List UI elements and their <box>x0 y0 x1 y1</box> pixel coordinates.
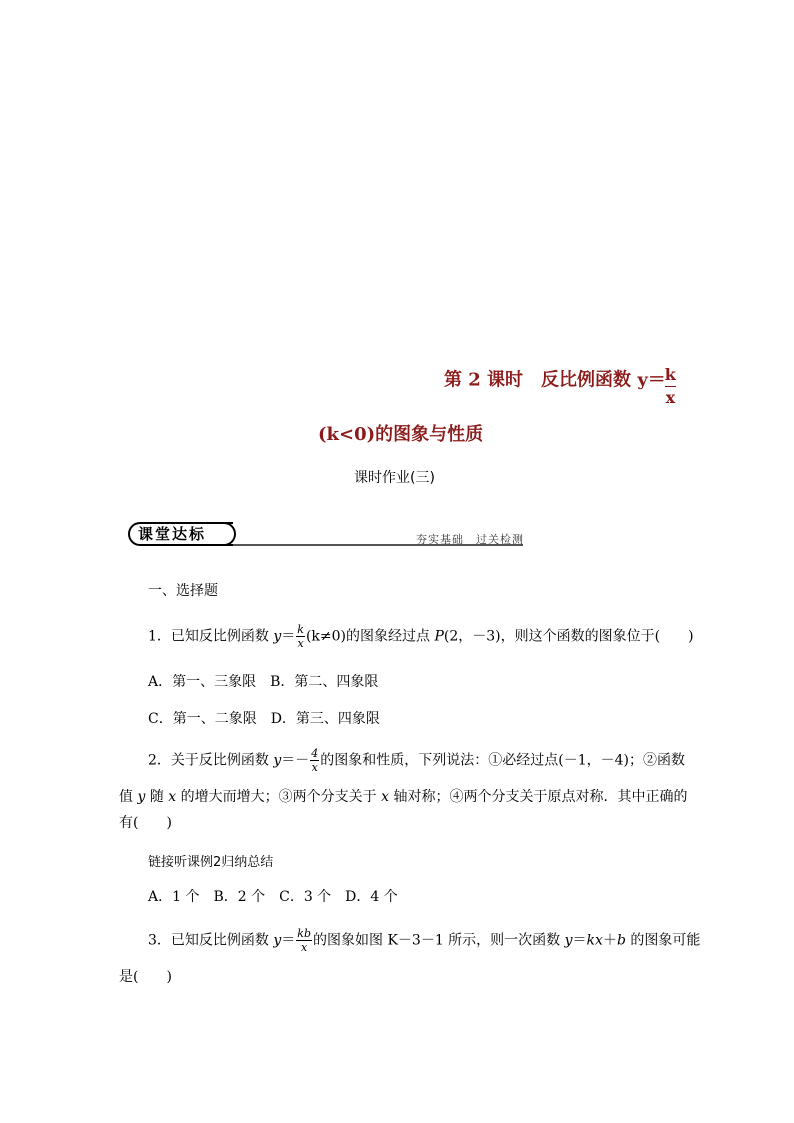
q2-frac-den: x <box>311 761 318 774</box>
q3-fraction <box>296 928 312 953</box>
title-fraction-numerator: k <box>664 365 676 384</box>
q3-var-y: y <box>273 932 282 949</box>
question-1 <box>148 624 694 649</box>
q2-line2-d: 轴对称；④两个分支关于原点对称．其中正确的 <box>389 789 688 805</box>
section-right-caption: 夯实基础 过关检测 <box>416 533 524 546</box>
homework-subtitle: 课时作业(三) <box>354 470 435 486</box>
section-label: 课堂达标 <box>128 522 233 546</box>
q1-equals: ＝ <box>281 628 296 645</box>
q3-plus: ＋ <box>602 932 617 949</box>
lesson-title-prefix: 第 2 课时 反比例函数 y＝ <box>444 369 666 391</box>
q1-mid: (k≠0)的图象经过点 <box>305 628 435 645</box>
q2-prefix: 2．关于反比例函数 <box>148 752 274 769</box>
q1-frac-den: x <box>297 637 304 650</box>
q3-suffix: 的图象可能 <box>625 932 701 949</box>
q2-suffix: 的图象和性质，下列说法：①必经过点(－1，－4)；②函数 <box>320 752 686 769</box>
q2-options: A．1 个 B．2 个 C．3 个 D．4 个 <box>148 889 398 905</box>
q2-line2-var-x: x <box>168 789 177 805</box>
q3-prefix: 3．已知反比例函数 <box>148 932 274 949</box>
q2-line2-var-y: y <box>137 789 146 805</box>
q2-line2-b: 随 <box>145 789 169 805</box>
q2-line2-c: 的增大而增大；③两个分支关于 <box>176 789 382 805</box>
q3-var-y2: y <box>564 932 573 949</box>
q1-suffix: (2，－3)，则这个函数的图象位于( ) <box>443 628 694 645</box>
q3-var-kx: kx <box>586 932 603 949</box>
q1-point-p: P <box>434 628 444 645</box>
q3-equals2: ＝ <box>572 932 587 949</box>
q1-frac-num: k <box>297 623 304 636</box>
q3-mid: 的图象如图 K－3－1 所示，则一次函数 <box>313 932 565 949</box>
section-label-curve <box>218 522 236 546</box>
q1-var-y: y <box>273 628 282 645</box>
lesson-title-line2: (k<0)的图象与性质 <box>318 424 484 445</box>
q2-line2 <box>119 786 687 806</box>
question-3 <box>148 928 700 953</box>
q2-line3: 有( ) <box>119 815 172 831</box>
q3-frac-num: kb <box>297 927 311 940</box>
q2-link-note: 链接听课例2归纳总结 <box>148 855 274 870</box>
q3-frac-den: x <box>301 941 308 954</box>
title-fraction <box>665 367 676 406</box>
part-heading: 一、选择题 <box>148 583 218 599</box>
q2-equals: ＝－ <box>281 752 310 769</box>
q3-var-b: b <box>616 932 626 949</box>
question-2 <box>148 748 685 773</box>
q2-fraction <box>310 748 319 773</box>
q1-options-line1: A．第一、三象限 B．第二、四象限 <box>148 674 379 690</box>
q2-line2-a: 值 <box>119 789 138 805</box>
q2-line2-var-x2: x <box>381 789 389 805</box>
q1-prefix: 1．已知反比例函数 <box>148 628 274 645</box>
title-fraction-denominator: x <box>665 388 676 407</box>
q3-equals: ＝ <box>281 932 296 949</box>
q1-fraction <box>296 624 305 649</box>
q2-frac-num: 4 <box>311 747 319 760</box>
q3-line2: 是( ) <box>119 969 172 985</box>
lesson-title-line1 <box>444 361 676 407</box>
q2-var-y: y <box>273 752 282 769</box>
q1-options-line2: C．第一、二象限 D．第三、四象限 <box>148 711 380 727</box>
